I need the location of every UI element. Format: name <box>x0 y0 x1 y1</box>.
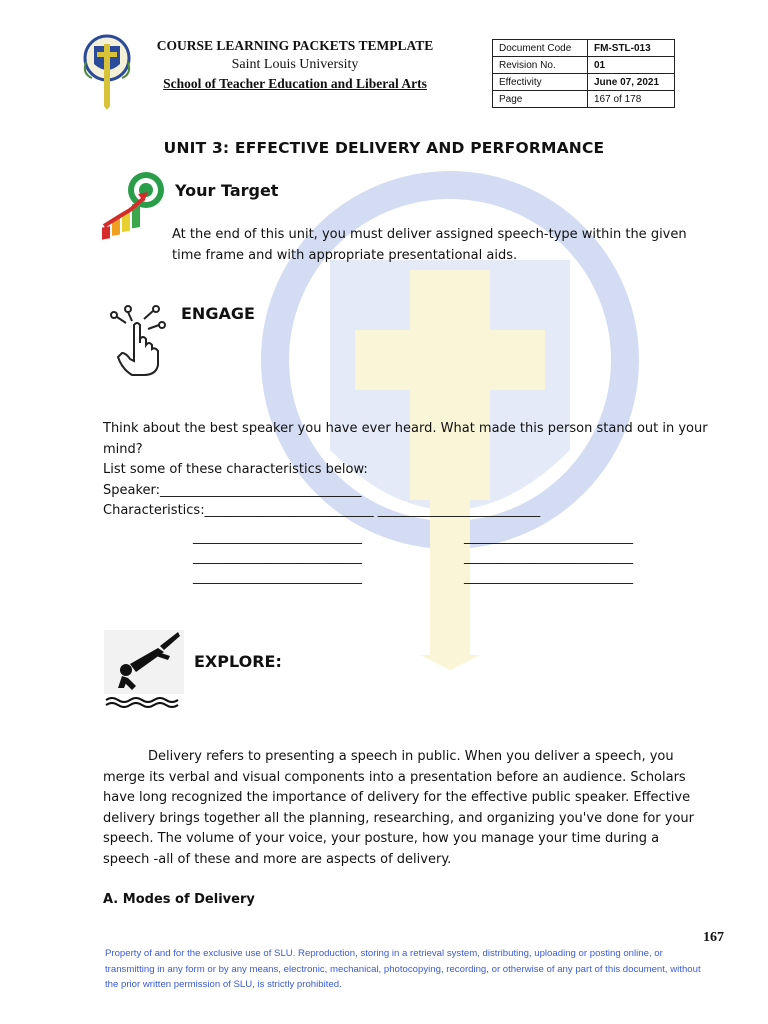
university-name: Saint Louis University <box>231 57 359 72</box>
target-growth-icon <box>100 170 172 244</box>
effectivity-label: Effectivity <box>493 74 588 91</box>
blank-line: __________________________ <box>193 570 362 585</box>
revision-value: 01 <box>588 57 675 74</box>
target-text: At the end of this unit, you must deliver assigned speech-type within the given time frame and with appropriate presentational aids. <box>172 227 687 263</box>
header-block <box>140 36 450 93</box>
blank-line: __________________________ <box>464 530 633 545</box>
target-heading: Your Target <box>175 181 279 200</box>
characteristics-blank: Characteristics:__________________________ _________________________ <box>103 503 541 518</box>
table-row <box>493 40 675 57</box>
blank-line: __________________________ <box>464 550 633 565</box>
doc-code-label: Document Code <box>493 40 588 57</box>
diver-icon <box>104 630 184 708</box>
blank-lines-left <box>193 528 362 588</box>
explore-text: Delivery refers to presenting a speech in public. When you deliver a speech, you merge its verbal and visual components into a presentation before an audience. Scholars have long recognized the importance of delivery for the effective public speaker. Effective delivery brings together all the planning, researching, and organizing you've done for your speech. The volume of your voice, your posture, how you manage your time during a speech -all of these and more are aspects of delivery. <box>103 749 695 867</box>
engage-instruction: List some of these characteristics below: <box>103 462 368 477</box>
section-a-heading: A. Modes of Delivery <box>103 892 255 907</box>
explore-paragraph <box>103 747 703 870</box>
table-row <box>493 57 675 74</box>
touch-hand-icon <box>104 303 168 377</box>
page-number: 167 <box>703 930 724 945</box>
explore-heading: EXPLORE: <box>194 652 282 671</box>
doc-code-value: FM-STL-013 <box>588 40 675 57</box>
slu-seal-icon <box>78 34 136 110</box>
blank-line: __________________________ <box>193 530 362 545</box>
school-name: School of Teacher Education and Liberal Arts <box>163 76 427 91</box>
table-row <box>493 91 675 108</box>
revision-label: Revision No. <box>493 57 588 74</box>
blank-line: __________________________ <box>464 570 633 585</box>
engage-body <box>103 419 713 522</box>
blank-line: __________________________ <box>193 550 362 565</box>
engage-prompt: Think about the best speaker you have ever heard. What made this person stand out in your mind? <box>103 421 708 457</box>
document-info-table <box>492 39 675 108</box>
copyright-footer: Property of and for the exclusive use of SLU. Reproduction, storing in a retrieval system, distributing, uploading or posting online, or transmitting in any form or by any means, electronic, mechanical, photocopying, recording, or otherwise of any part of this document, without the prior written permission of SLU, is strictly prohibited. <box>105 948 701 990</box>
blank-lines-right <box>464 528 633 588</box>
unit-title: UNIT 3: EFFECTIVE DELIVERY AND PERFORMANCE <box>163 139 605 157</box>
effectivity-value: June 07, 2021 <box>588 74 675 91</box>
speaker-blank: Speaker:_______________________________ <box>103 482 362 498</box>
engage-heading: ENGAGE <box>181 304 255 323</box>
template-title: COURSE LEARNING PACKETS TEMPLATE <box>156 38 434 53</box>
page-label: Page <box>493 91 588 108</box>
page-value: 167 of 178 <box>588 91 675 108</box>
table-row <box>493 74 675 91</box>
